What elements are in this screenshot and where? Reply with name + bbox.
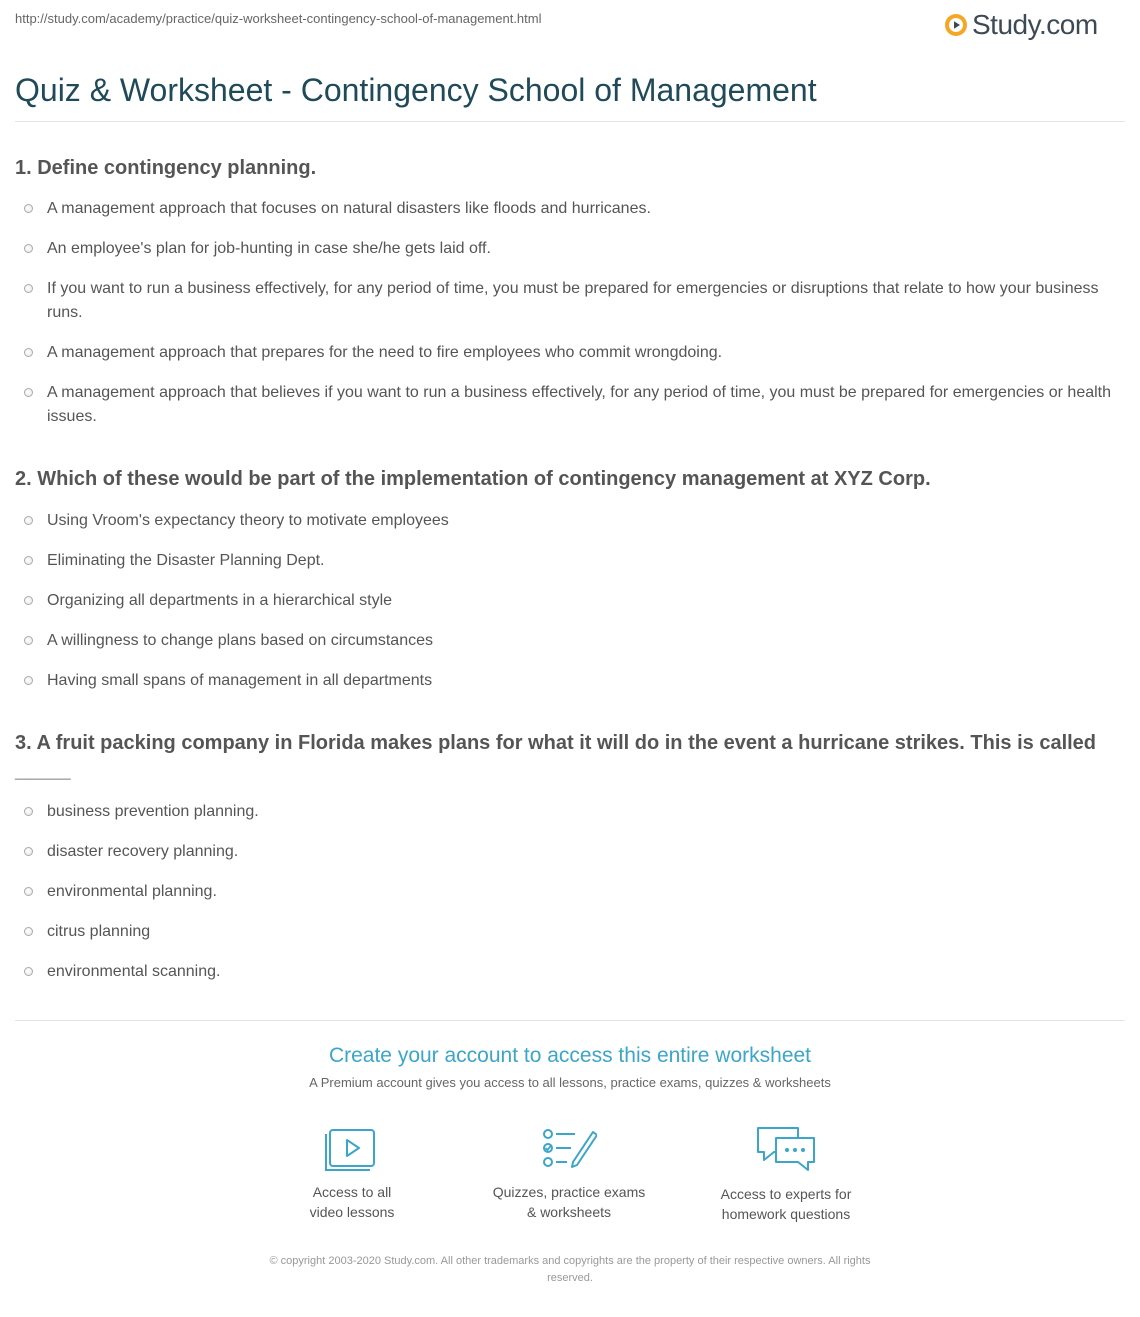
feature-video-lessons (252, 1126, 452, 1222)
cta-subtitle: A Premium account gives you access to all lessons, practice exams, quizzes & worksheets (309, 1075, 831, 1090)
study-logo[interactable] (944, 8, 1098, 42)
choice-text: A willingness to change plans based on circumstances (47, 632, 433, 649)
choice-text: business prevention planning. (47, 803, 259, 820)
radio-button-icon[interactable] (24, 244, 33, 253)
choice-text: disaster recovery planning. (47, 843, 239, 860)
video-lesson-icon (324, 1126, 380, 1172)
choice-text: Eliminating the Disaster Planning Dept. (47, 552, 325, 569)
answer-choice[interactable] (15, 341, 1115, 365)
choice-text: A management approach that believes if you want to run a business effectively, for any period of time, you must be prepared for emergencies or health issues. (47, 384, 1112, 425)
copyright-line: reserved. (547, 1272, 593, 1284)
radio-button-icon[interactable] (24, 284, 33, 293)
page-title: Quiz & Worksheet - Contingency School of Management (15, 72, 817, 108)
choice-text: A management approach that focuses on natural disasters like floods and hurricanes. (47, 200, 651, 217)
question-3 (15, 729, 1115, 984)
radio-button-icon[interactable] (24, 676, 33, 685)
feature-label-line: & worksheets (526, 1204, 612, 1220)
answer-choice[interactable] (15, 277, 1115, 325)
answer-choice[interactable] (15, 920, 1115, 944)
radio-button-icon[interactable] (24, 204, 33, 213)
question-1 (15, 154, 1115, 429)
radio-button-icon[interactable] (24, 516, 33, 525)
choice-text: Using Vroom's expectancy theory to motivate employees (47, 512, 449, 529)
answer-choice[interactable] (15, 589, 1115, 613)
answer-choice[interactable] (15, 840, 1115, 864)
question-text: 2. Which of these would be part of the implementation of contingency management at XYZ Corp. (15, 468, 931, 490)
play-circle-icon (944, 13, 968, 37)
feature-label-line: Access to experts for (720, 1186, 852, 1202)
feature-label-line: video lessons (309, 1204, 395, 1220)
radio-button-icon[interactable] (24, 348, 33, 357)
feature-label-line: Access to all (312, 1184, 392, 1200)
question-text: 3. A fruit packing company in Florida makes plans for what it will do in the event a hurricane strikes. This is called _____ (15, 732, 1097, 782)
answer-choice[interactable] (15, 880, 1115, 904)
copyright-line: © copyright 2003-2020 Study.com. All other trademarks and copyrights are the property of their respective owners. All rights (269, 1255, 871, 1267)
radio-button-icon[interactable] (24, 927, 33, 936)
choice-list (15, 509, 1115, 693)
question-2 (15, 465, 1115, 693)
answer-choice[interactable] (15, 800, 1115, 824)
quiz-checklist-icon (541, 1126, 597, 1172)
answer-choice[interactable] (15, 960, 1115, 984)
choice-list (15, 800, 1115, 984)
choice-text: If you want to run a business effectively, for any period of time, you must be prepared for emergencies or disruptions that relate to how your business runs. (47, 280, 1099, 321)
question-text: 1. Define contingency planning. (15, 157, 317, 179)
create-account-link[interactable]: Create your account to access this entire worksheet (328, 1044, 812, 1067)
answer-choice[interactable] (15, 629, 1115, 653)
radio-button-icon[interactable] (24, 847, 33, 856)
answer-choice[interactable] (15, 197, 1115, 221)
radio-button-icon[interactable] (24, 556, 33, 565)
cta-divider (15, 1020, 1125, 1021)
logo-text: Study.com (972, 9, 1098, 40)
choice-text: environmental scanning. (47, 963, 221, 980)
chat-bubbles-icon (754, 1126, 818, 1174)
answer-choice[interactable] (15, 549, 1115, 573)
radio-button-icon[interactable] (24, 636, 33, 645)
choice-text: citrus planning (47, 923, 151, 940)
radio-button-icon[interactable] (24, 967, 33, 976)
choice-text: Having small spans of management in all departments (47, 672, 433, 689)
choice-text: An employee's plan for job-hunting in case she/he gets laid off. (47, 240, 491, 257)
premium-cta (0, 1042, 1140, 1092)
choice-text: A management approach that prepares for the need to fire employees who commit wrongdoing. (47, 344, 723, 361)
answer-choice[interactable] (15, 237, 1115, 261)
title-divider (15, 121, 1125, 122)
answer-choice[interactable] (15, 669, 1115, 693)
radio-button-icon[interactable] (24, 596, 33, 605)
choice-text: environmental planning. (47, 883, 217, 900)
feature-label-line: homework questions (721, 1206, 851, 1222)
copyright-notice (215, 1253, 925, 1287)
choice-text: Organizing all departments in a hierarchical style (47, 592, 393, 609)
choice-list (15, 197, 1115, 429)
radio-button-icon[interactable] (24, 807, 33, 816)
answer-choice[interactable] (15, 381, 1115, 429)
radio-button-icon[interactable] (24, 887, 33, 896)
answer-choice[interactable] (15, 509, 1115, 533)
feature-quizzes (469, 1126, 669, 1222)
feature-label-line: Quizzes, practice exams (492, 1184, 646, 1200)
feature-experts (686, 1126, 886, 1224)
page-url: http://study.com/academy/practice/quiz-worksheet-contingency-school-of-management.html (15, 11, 542, 26)
radio-button-icon[interactable] (24, 388, 33, 397)
